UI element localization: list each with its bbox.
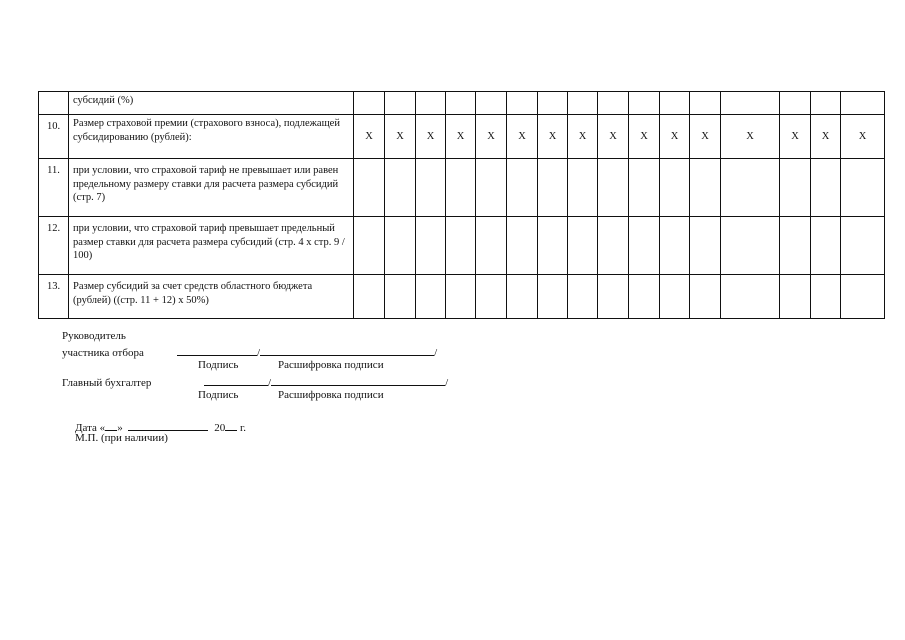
value-cell — [446, 217, 476, 275]
head-label-line-1 — [62, 330, 126, 343]
value-cell: X — [354, 115, 385, 159]
value-cell: X — [476, 115, 507, 159]
value-cell — [507, 275, 538, 319]
value-cell — [629, 159, 660, 217]
date-mid: » — [117, 422, 123, 434]
value-cell: X — [598, 115, 629, 159]
value-cell — [660, 217, 690, 275]
row-number: 10. — [39, 115, 69, 159]
value-cell — [690, 92, 721, 115]
value-cell — [446, 92, 476, 115]
value-cell — [507, 92, 538, 115]
value-cell — [385, 275, 416, 319]
value-cell: X — [538, 115, 568, 159]
table-row — [39, 92, 885, 115]
value-cell: X — [446, 115, 476, 159]
value-cell: X — [690, 115, 721, 159]
head-slash-1: / — [257, 347, 261, 359]
value-cell — [841, 275, 885, 319]
value-cell — [629, 275, 660, 319]
head-signature-field — [177, 344, 257, 356]
row-description: субсидий (%) — [69, 92, 354, 115]
head-slash-2: / — [434, 347, 438, 359]
value-cell — [690, 217, 721, 275]
date-month-field — [128, 419, 208, 431]
value-cell: X — [660, 115, 690, 159]
value-cell: X — [721, 115, 780, 159]
value-cell — [598, 92, 629, 115]
value-cell — [629, 92, 660, 115]
value-cell: X — [385, 115, 416, 159]
value-cell — [598, 159, 629, 217]
table-row — [39, 115, 885, 159]
accountant-caption-decoding: Расшифровка подписи — [278, 389, 384, 401]
head-label-1: Руководитель — [62, 330, 126, 342]
value-cell — [538, 275, 568, 319]
value-cell — [568, 159, 598, 217]
value-cell — [780, 217, 811, 275]
value-cell — [811, 159, 841, 217]
value-cell — [811, 217, 841, 275]
head-captions — [198, 359, 384, 372]
accountant-signature-line — [62, 374, 448, 390]
value-cell — [416, 275, 446, 319]
value-cell — [598, 275, 629, 319]
value-cell — [385, 159, 416, 217]
value-cell — [446, 275, 476, 319]
head-signature-line — [62, 344, 437, 360]
value-cell — [385, 217, 416, 275]
value-cell: X — [507, 115, 538, 159]
value-cell — [354, 275, 385, 319]
value-cell — [660, 92, 690, 115]
stamp-line — [75, 432, 168, 445]
date-prefix: Дата « — [75, 422, 106, 434]
accountant-signature-field — [204, 374, 268, 386]
row-number — [39, 92, 69, 115]
value-cell — [416, 159, 446, 217]
row-description: при условии, что страховой тариф не превышает или равен предельному размеру ставки для расчета размера субсидий (стр. 7) — [69, 159, 354, 217]
value-cell — [841, 92, 885, 115]
value-cell — [476, 217, 507, 275]
value-cell — [416, 92, 446, 115]
accountant-slash-1: / — [268, 377, 272, 389]
value-cell — [660, 275, 690, 319]
head-caption-decoding: Расшифровка подписи — [278, 359, 384, 371]
value-cell — [446, 159, 476, 217]
value-cell — [721, 275, 780, 319]
value-cell — [354, 159, 385, 217]
value-cell — [568, 217, 598, 275]
head-caption-signature: Подпись — [198, 359, 239, 371]
value-cell — [538, 159, 568, 217]
value-cell: X — [568, 115, 598, 159]
table-row — [39, 159, 885, 217]
row-number: 11. — [39, 159, 69, 217]
value-cell — [476, 92, 507, 115]
value-cell — [568, 92, 598, 115]
accountant-caption-signature: Подпись — [198, 389, 239, 401]
stamp-note: М.П. (при наличии) — [75, 432, 168, 444]
value-cell — [507, 159, 538, 217]
value-cell — [811, 275, 841, 319]
date-day-field — [105, 419, 117, 431]
head-label-2: участника отбора — [62, 347, 144, 359]
value-cell — [721, 92, 780, 115]
value-cell — [538, 92, 568, 115]
value-cell — [568, 275, 598, 319]
value-cell — [690, 275, 721, 319]
accountant-decoding-field — [271, 374, 445, 386]
value-cell — [476, 159, 507, 217]
value-cell: X — [780, 115, 811, 159]
table-row — [39, 217, 885, 275]
table-row — [39, 275, 885, 319]
date-suffix: г. — [239, 422, 246, 434]
value-cell — [416, 217, 446, 275]
value-cell — [507, 217, 538, 275]
value-cell — [841, 159, 885, 217]
value-cell — [841, 217, 885, 275]
value-cell — [354, 217, 385, 275]
value-cell — [354, 92, 385, 115]
value-cell: X — [841, 115, 885, 159]
row-number: 12. — [39, 217, 69, 275]
row-number: 13. — [39, 275, 69, 319]
value-cell — [538, 217, 568, 275]
subsidy-calculation-table — [38, 91, 885, 319]
accountant-label: Главный бухгалтер — [62, 377, 152, 389]
value-cell: X — [416, 115, 446, 159]
value-cell: X — [629, 115, 660, 159]
value-cell — [780, 159, 811, 217]
value-cell — [598, 217, 629, 275]
value-cell — [811, 92, 841, 115]
value-cell — [780, 275, 811, 319]
value-cell: X — [811, 115, 841, 159]
value-cell — [721, 159, 780, 217]
value-cell — [690, 159, 721, 217]
value-cell — [660, 159, 690, 217]
value-cell — [385, 92, 416, 115]
date-year: 20 — [214, 422, 226, 434]
date-year-field — [225, 419, 237, 431]
value-cell — [629, 217, 660, 275]
head-decoding-field — [260, 344, 434, 356]
value-cell — [476, 275, 507, 319]
row-description: при условии, что страховой тариф превышает предельный размер ставки для расчета размера субсидий (стр. 4 x стр. 9 / 100) — [69, 217, 354, 275]
row-description: Размер субсидий за счет средств областного бюджета (рублей) ((стр. 11 + 12) x 50%) — [69, 275, 354, 319]
row-description: Размер страховой премии (страхового взноса), подлежащей субсидированию (рублей): — [69, 115, 354, 159]
accountant-captions — [198, 389, 384, 402]
value-cell — [721, 217, 780, 275]
value-cell — [780, 92, 811, 115]
accountant-slash-2: / — [445, 377, 449, 389]
